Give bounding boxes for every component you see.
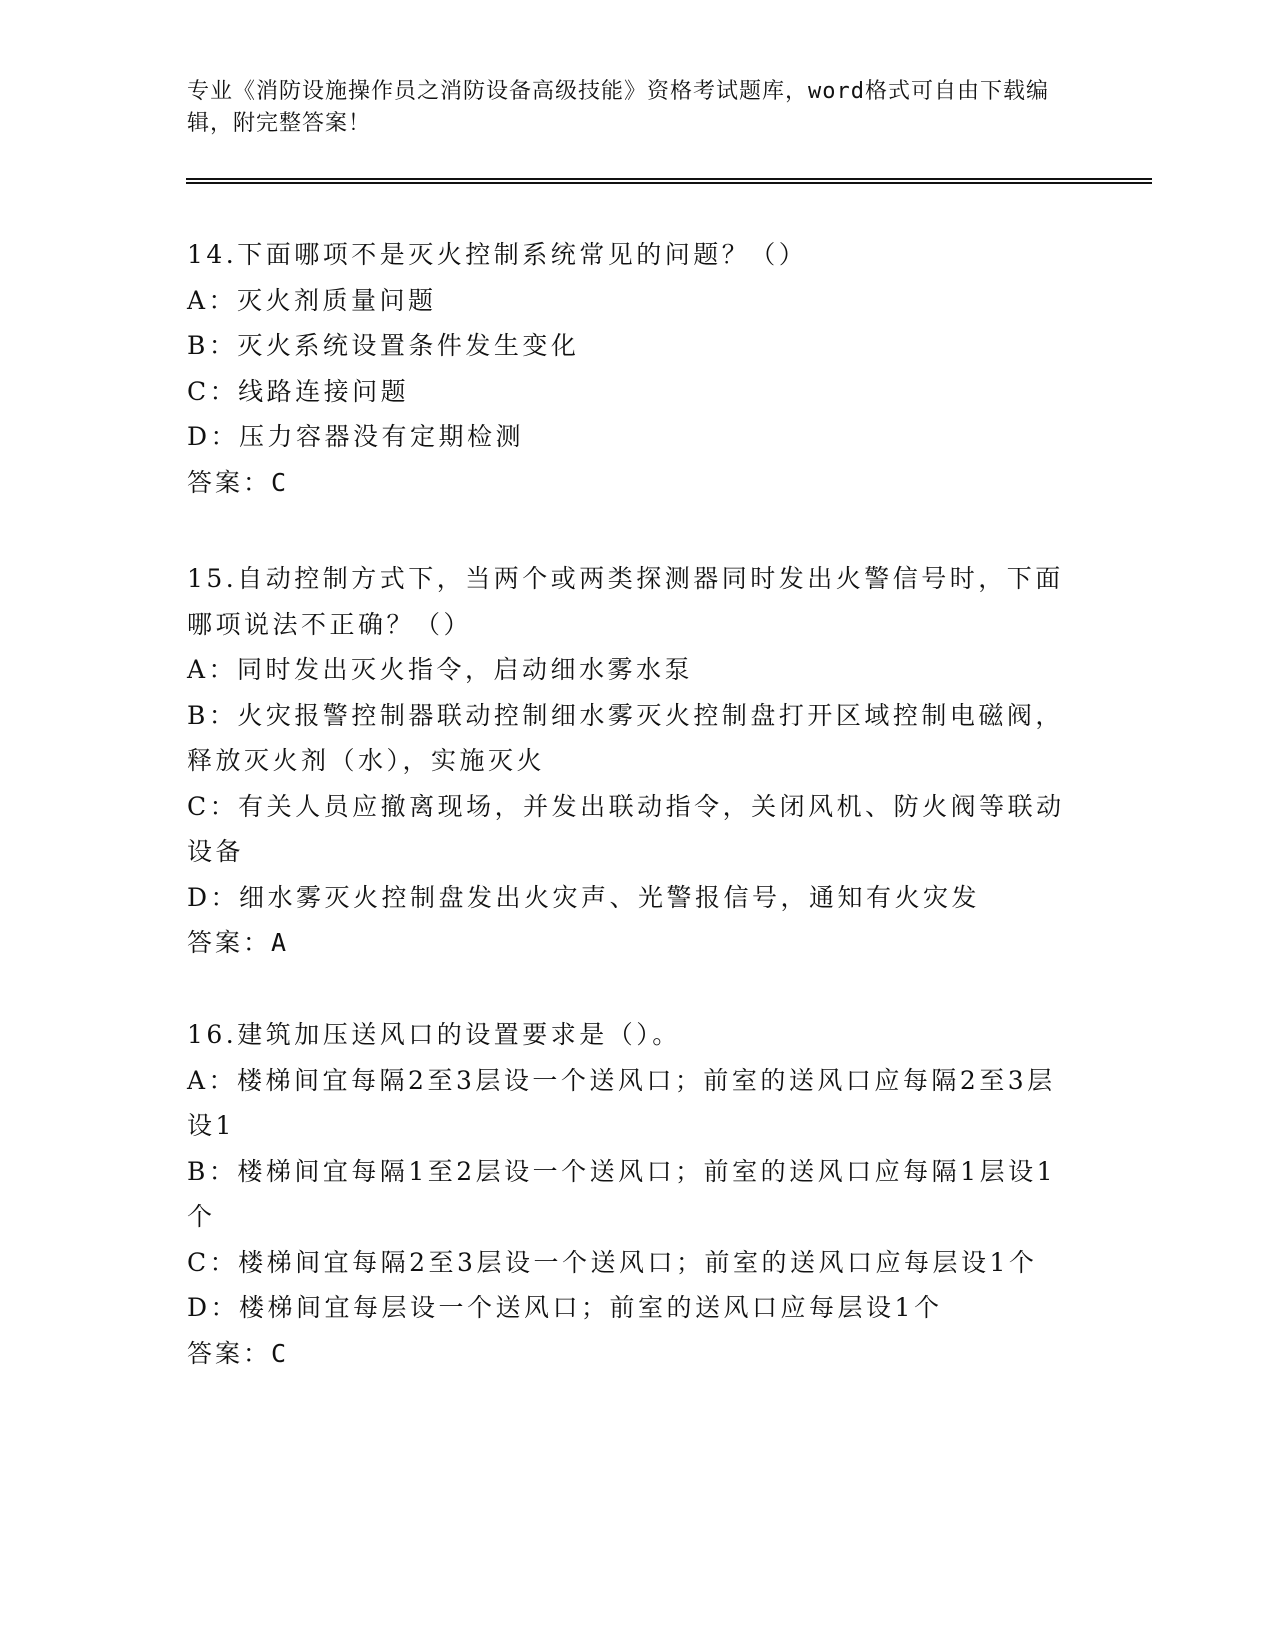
- option-a: A：灭火剂质量问题: [187, 285, 437, 315]
- question-16: [187, 1012, 1067, 1376]
- answer-line: [187, 920, 1067, 966]
- option-d: D：细水雾灭火控制盘发出火灾声、光警报信号，通知有火灾发: [187, 882, 981, 912]
- question-14: [187, 232, 1067, 505]
- option-c: C：楼梯间宜每隔2至3层设一个送风口；前室的送风口应每层设1个: [187, 1247, 1038, 1277]
- document-description: 专业《消防设施操作员之消防设备高级技能》资格考试题库，word格式可自由下载编辑，附完整答案！: [187, 79, 1049, 136]
- option-d: D：压力容器没有定期检测: [187, 422, 525, 451]
- answer-value: C: [271, 467, 289, 497]
- option-c: C：有关人员应撤离现场，并发出联动指令，关闭风机、防火阀等联动设备: [187, 791, 1065, 866]
- question-stem: 16.建筑加压送风口的设置要求是（）。: [187, 1020, 681, 1049]
- header-divider-bottom: [186, 182, 1152, 184]
- option-b: B：灭火系统设置条件发生变化: [187, 331, 580, 360]
- answer-label: 答案：: [187, 467, 272, 497]
- option-b: B：楼梯间宜每隔1至2层设一个送风口；前室的送风口应每隔1层设1个: [187, 1156, 1056, 1231]
- header-divider-top: [186, 178, 1152, 180]
- question-15: [187, 556, 1067, 966]
- question-stem: 15.自动控制方式下，当两个或两类探测器同时发出火警信号时，下面哪项说法不正确？（）: [187, 564, 1064, 639]
- answer-line: [187, 1331, 1067, 1377]
- answer-value: C: [271, 1338, 289, 1368]
- question-stem: 14.下面哪项不是灭火控制系统常见的问题？（）: [187, 240, 808, 269]
- answer-value: A: [271, 928, 289, 957]
- option-a: A：楼梯间宜每隔2至3层设一个送风口；前室的送风口应每隔2至3层设1: [187, 1065, 1056, 1140]
- option-d: D：楼梯间宜每层设一个送风口；前室的送风口应每层设1个: [187, 1293, 943, 1322]
- answer-line: [187, 460, 1067, 506]
- option-b: B：火灾报警控制器联动控制细水雾灭火控制盘打开区域控制电磁阀，释放灭火剂（水），实施灭火: [187, 700, 1064, 775]
- answer-label: 答案：: [187, 1338, 272, 1368]
- option-a: A：同时发出灭火指令，启动细水雾水泵: [187, 655, 694, 684]
- answer-label: 答案：: [187, 928, 272, 957]
- option-c: C：线路连接问题: [187, 376, 410, 406]
